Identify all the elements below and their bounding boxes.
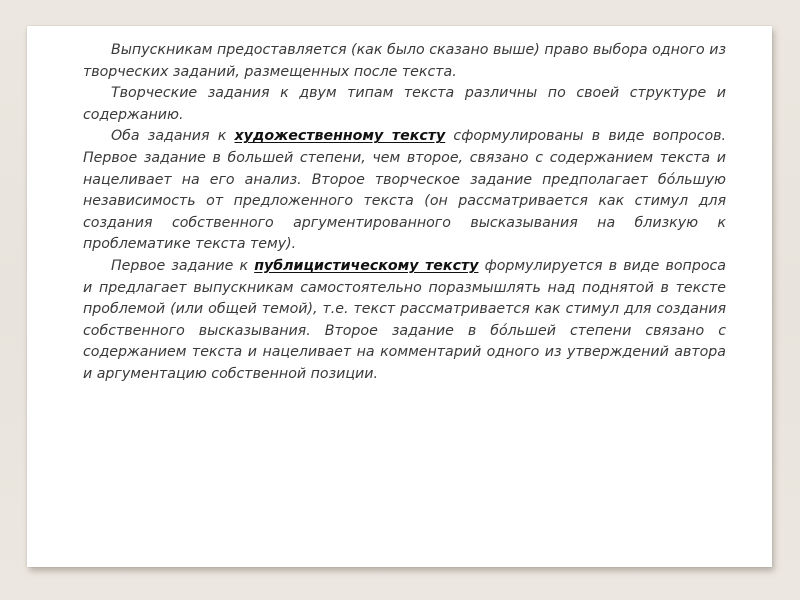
text-block	[83, 40, 726, 386]
paragraph-text: сформулированы в виде вопросов. Первое задание в большей степени, чем второе, связано с содержанием текста и нацеливает на его анализ. Второе творческое задание предполагает бóльшую независимость от предложенного текста (он рассматривается как стимул для создания собственного аргументированного высказывания на близкую к проблематике текста тему).	[83, 128, 726, 253]
highlight-publicistic-text: публицистическому тексту	[254, 257, 479, 274]
paragraph-text: Оба задания к	[111, 128, 235, 145]
paragraph-text: Творческие задания к двум типам текста различны по своей структуре и содержанию.	[83, 85, 726, 123]
slide-page	[27, 26, 772, 567]
paragraph-choice	[83, 40, 726, 83]
paragraph-structure	[83, 83, 726, 126]
paragraph-text: Выпускникам предоставляется (как было сказано выше) право выбора одного из творческих заданий, размещенных после текста.	[83, 42, 726, 80]
paragraph-literary-text	[83, 126, 726, 256]
paragraph-publicistic-text	[83, 256, 726, 386]
paragraph-text: формулируется в виде вопроса и предлагает выпускникам самостоятельно поразмышлять над поднятой в тексте проблемой (или общей темой), т.е. текст рассматривается как стимул для создания собственного высказывания. Второе задание в бóльшей степени связано с содержанием текста и нацеливает на комментарий одного из утверждений автора и аргументацию собственной позиции.	[83, 257, 726, 382]
paragraph-text: Первое задание к	[111, 257, 255, 274]
highlight-literary-text: художественному тексту	[234, 128, 446, 145]
